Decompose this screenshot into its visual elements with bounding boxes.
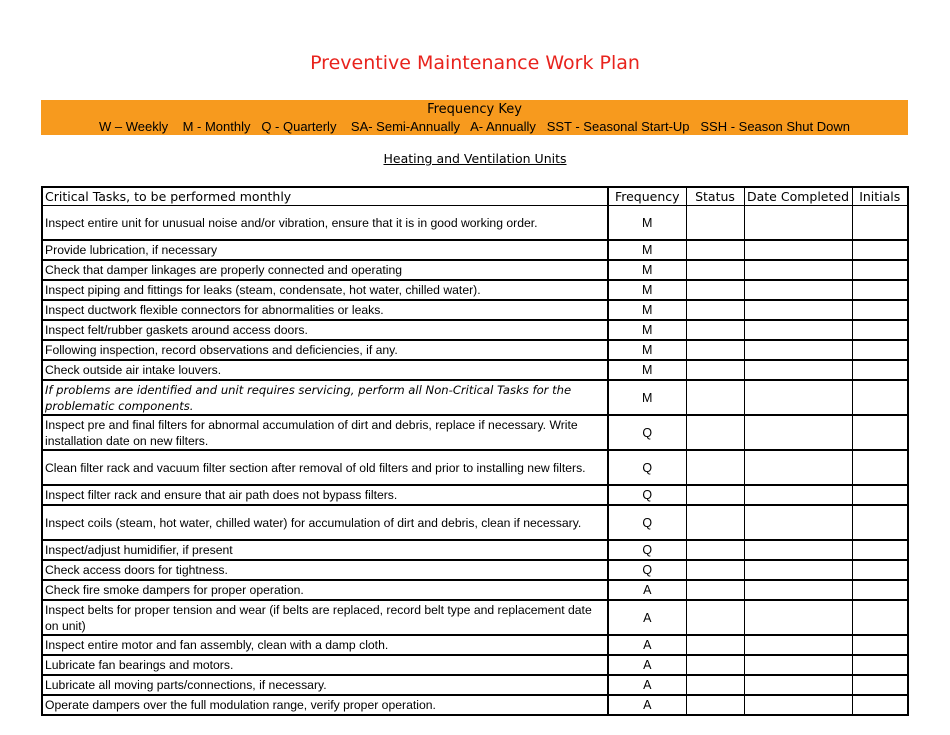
table-row [42, 695, 908, 715]
frequency-cell: M [608, 380, 686, 415]
header-date-completed: Date Completed [744, 187, 852, 206]
initials-cell[interactable] [852, 560, 908, 580]
status-cell[interactable] [686, 540, 744, 560]
table-row [42, 580, 908, 600]
frequency-key-legend: W – Weekly M - Monthly Q - Quarterly SA- Semi-Annually A- Annually SST - Seasonal Start-Up SSH - Season Shut Down [99, 119, 850, 134]
task-cell: Check fire smoke dampers for proper operation. [42, 580, 608, 600]
initials-cell[interactable] [852, 450, 908, 485]
task-cell: Operate dampers over the full modulation range, verify proper operation. [42, 695, 608, 715]
frequency-cell: A [608, 695, 686, 715]
table-row [42, 675, 908, 695]
table-row [42, 206, 908, 241]
table-row [42, 540, 908, 560]
status-cell[interactable] [686, 655, 744, 675]
task-table-body [42, 206, 908, 716]
date-completed-cell[interactable] [744, 450, 852, 485]
date-completed-cell[interactable] [744, 655, 852, 675]
task-cell: Lubricate fan bearings and motors. [42, 655, 608, 675]
date-completed-cell[interactable] [744, 320, 852, 340]
frequency-key-heading: Frequency Key [427, 102, 522, 117]
status-cell[interactable] [686, 300, 744, 320]
frequency-cell: Q [608, 415, 686, 450]
date-completed-cell[interactable] [744, 360, 852, 380]
date-completed-cell[interactable] [744, 635, 852, 655]
frequency-cell: M [608, 360, 686, 380]
initials-cell[interactable] [852, 580, 908, 600]
frequency-cell: A [608, 655, 686, 675]
date-completed-cell[interactable] [744, 415, 852, 450]
section-title-wrap [0, 151, 950, 166]
task-cell: Inspect entire unit for unusual noise and/or vibration, ensure that it is in good working order. [42, 206, 608, 241]
header-frequency: Frequency [608, 187, 686, 206]
initials-cell[interactable] [852, 206, 908, 241]
task-cell: Lubricate all moving parts/connections, if necessary. [42, 675, 608, 695]
task-table [41, 186, 909, 716]
task-cell: Inspect/adjust humidifier, if present [42, 540, 608, 560]
task-cell: Inspect entire motor and fan assembly, clean with a damp cloth. [42, 635, 608, 655]
task-cell: Inspect piping and fittings for leaks (steam, condensate, hot water, chilled water). [42, 280, 608, 300]
date-completed-cell[interactable] [744, 380, 852, 415]
status-cell[interactable] [686, 485, 744, 505]
status-cell[interactable] [686, 635, 744, 655]
table-row [42, 600, 908, 635]
date-completed-cell[interactable] [744, 206, 852, 241]
date-completed-cell[interactable] [744, 340, 852, 360]
task-cell: Inspect belts for proper tension and wear (if belts are replaced, record belt type and replacement date on unit) [42, 600, 608, 635]
initials-cell[interactable] [852, 320, 908, 340]
table-row [42, 240, 908, 260]
date-completed-cell[interactable] [744, 600, 852, 635]
task-cell: Check outside air intake louvers. [42, 360, 608, 380]
status-cell[interactable] [686, 600, 744, 635]
table-row [42, 655, 908, 675]
date-completed-cell[interactable] [744, 240, 852, 260]
initials-cell[interactable] [852, 380, 908, 415]
initials-cell[interactable] [852, 485, 908, 505]
task-cell: Check that damper linkages are properly connected and operating [42, 260, 608, 280]
status-cell[interactable] [686, 505, 744, 540]
frequency-cell: A [608, 600, 686, 635]
status-cell[interactable] [686, 280, 744, 300]
date-completed-cell[interactable] [744, 675, 852, 695]
status-cell[interactable] [686, 695, 744, 715]
table-row [42, 380, 908, 415]
date-completed-cell[interactable] [744, 260, 852, 280]
page-title: Preventive Maintenance Work Plan [310, 52, 640, 74]
date-completed-cell[interactable] [744, 505, 852, 540]
section-title: Heating and Ventilation Units [383, 151, 567, 166]
status-cell[interactable] [686, 380, 744, 415]
initials-cell[interactable] [852, 505, 908, 540]
date-completed-cell[interactable] [744, 540, 852, 560]
status-cell[interactable] [686, 320, 744, 340]
date-completed-cell[interactable] [744, 695, 852, 715]
initials-cell[interactable] [852, 260, 908, 280]
task-cell: Clean filter rack and vacuum filter section after removal of old filters and prior to installing new filters. [42, 450, 608, 485]
initials-cell[interactable] [852, 540, 908, 560]
initials-cell[interactable] [852, 360, 908, 380]
frequency-cell: Q [608, 505, 686, 540]
task-cell: Check access doors for tightness. [42, 560, 608, 580]
task-cell: Inspect filter rack and ensure that air path does not bypass filters. [42, 485, 608, 505]
initials-cell[interactable] [852, 635, 908, 655]
date-completed-cell[interactable] [744, 280, 852, 300]
frequency-cell: M [608, 260, 686, 280]
frequency-cell: Q [608, 485, 686, 505]
table-header-row [42, 187, 908, 206]
table-row [42, 300, 908, 320]
table-row [42, 450, 908, 485]
header-status: Status [686, 187, 744, 206]
status-cell[interactable] [686, 240, 744, 260]
header-task: Critical Tasks, to be performed monthly [42, 187, 608, 206]
frequency-cell: Q [608, 450, 686, 485]
task-cell: Inspect pre and final filters for abnormal accumulation of dirt and debris, replace if necessary. Write installation date on new filters. [42, 415, 608, 450]
date-completed-cell[interactable] [744, 485, 852, 505]
frequency-cell: M [608, 206, 686, 241]
task-cell: Inspect ductwork flexible connectors for abnormalities or leaks. [42, 300, 608, 320]
status-cell[interactable] [686, 260, 744, 280]
frequency-cell: Q [608, 560, 686, 580]
initials-cell[interactable] [852, 675, 908, 695]
status-cell[interactable] [686, 675, 744, 695]
task-cell: If problems are identified and unit requires servicing, perform all Non-Critical Tasks for the problematic components. [42, 380, 608, 415]
table-row [42, 320, 908, 340]
status-cell[interactable] [686, 340, 744, 360]
task-cell: Provide lubrication, if necessary [42, 240, 608, 260]
status-cell[interactable] [686, 580, 744, 600]
table-row [42, 360, 908, 380]
frequency-cell: M [608, 300, 686, 320]
task-cell: Inspect felt/rubber gaskets around access doors. [42, 320, 608, 340]
date-completed-cell[interactable] [744, 560, 852, 580]
table-row [42, 280, 908, 300]
header-initials: Initials [852, 187, 908, 206]
frequency-cell: M [608, 240, 686, 260]
frequency-key-band [41, 100, 908, 135]
initials-cell[interactable] [852, 280, 908, 300]
frequency-cell: A [608, 580, 686, 600]
initials-cell[interactable] [852, 695, 908, 715]
frequency-cell: A [608, 635, 686, 655]
initials-cell[interactable] [852, 415, 908, 450]
initials-cell[interactable] [852, 600, 908, 635]
initials-cell[interactable] [852, 240, 908, 260]
frequency-cell: M [608, 280, 686, 300]
status-cell[interactable] [686, 450, 744, 485]
date-completed-cell[interactable] [744, 300, 852, 320]
table-row [42, 415, 908, 450]
initials-cell[interactable] [852, 300, 908, 320]
table-row [42, 505, 908, 540]
frequency-cell: Q [608, 540, 686, 560]
status-cell[interactable] [686, 206, 744, 241]
table-row [42, 485, 908, 505]
task-cell: Inspect coils (steam, hot water, chilled water) for accumulation of dirt and debris, clean if necessary. [42, 505, 608, 540]
frequency-cell: A [608, 675, 686, 695]
initials-cell[interactable] [852, 340, 908, 360]
status-cell[interactable] [686, 360, 744, 380]
frequency-cell: M [608, 320, 686, 340]
frequency-cell: M [608, 340, 686, 360]
status-cell[interactable] [686, 560, 744, 580]
table-row [42, 635, 908, 655]
task-cell: Following inspection, record observations and deficiencies, if any. [42, 340, 608, 360]
date-completed-cell[interactable] [744, 580, 852, 600]
table-row [42, 260, 908, 280]
table-row [42, 560, 908, 580]
table-row [42, 340, 908, 360]
status-cell[interactable] [686, 415, 744, 450]
initials-cell[interactable] [852, 655, 908, 675]
